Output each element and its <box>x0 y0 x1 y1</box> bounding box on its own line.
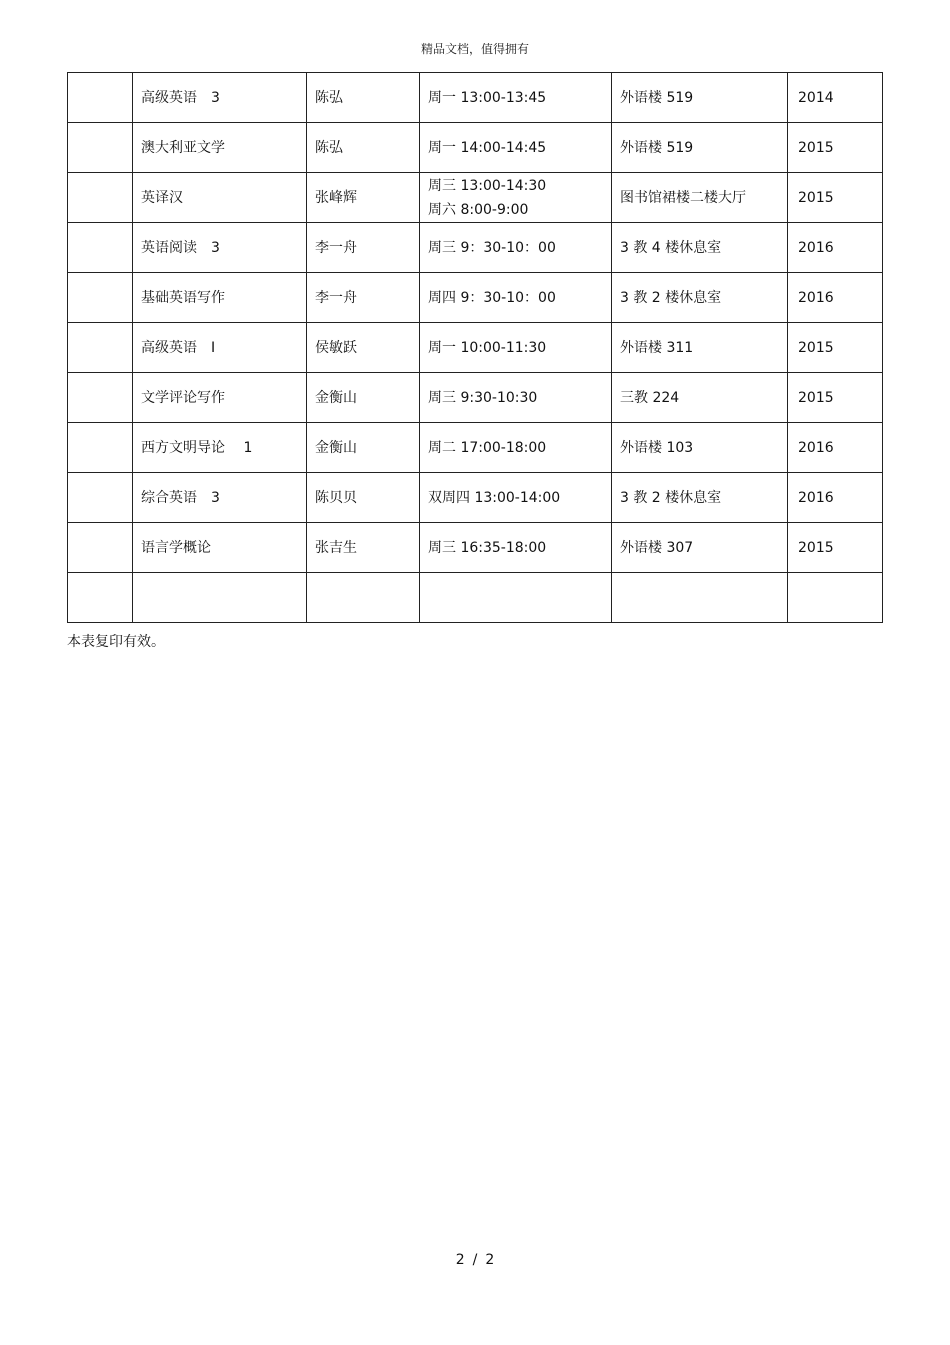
year-cell: 2015 <box>788 523 883 573</box>
year-cell: 2016 <box>788 473 883 523</box>
time-line: 周六 8:00-9:00 <box>428 201 529 218</box>
row-number-cell <box>68 373 133 423</box>
year-cell: 2015 <box>788 123 883 173</box>
year-cell <box>788 573 883 623</box>
year-cell: 2016 <box>788 273 883 323</box>
time-cell <box>420 373 612 423</box>
year-cell: 2016 <box>788 223 883 273</box>
teacher-cell: 侯敏跃 <box>307 323 420 373</box>
year-cell: 2015 <box>788 373 883 423</box>
time-cell <box>420 273 612 323</box>
row-number-cell <box>68 173 133 223</box>
teacher-cell: 金衡山 <box>307 373 420 423</box>
time-line: 周三 9：30-10：00 <box>428 239 556 256</box>
time-cell <box>420 323 612 373</box>
table-row <box>68 323 883 373</box>
year-cell: 2016 <box>788 423 883 473</box>
location-cell: 3 教 2 楼休息室 <box>612 473 788 523</box>
footnote: 本表复印有效。 <box>67 634 165 650</box>
table-row <box>68 473 883 523</box>
row-number-cell <box>68 273 133 323</box>
row-number-cell <box>68 223 133 273</box>
teacher-cell: 陈弘 <box>307 123 420 173</box>
location-cell <box>612 573 788 623</box>
location-cell: 3 教 4 楼休息室 <box>612 223 788 273</box>
time-line: 周一 10:00-11:30 <box>428 339 547 356</box>
time-cell <box>420 523 612 573</box>
table-row <box>68 223 883 273</box>
teacher-cell: 陈贝贝 <box>307 473 420 523</box>
row-number-cell <box>68 123 133 173</box>
course-cell: 英语阅读 3 <box>133 223 307 273</box>
time-line: 周三 9:30-10:30 <box>428 389 538 406</box>
schedule-table-body <box>68 73 883 623</box>
row-number-cell <box>68 523 133 573</box>
table-row <box>68 573 883 623</box>
schedule-table <box>67 72 883 623</box>
time-cell <box>420 573 612 623</box>
teacher-cell: 李一舟 <box>307 273 420 323</box>
location-cell: 外语楼 519 <box>612 73 788 123</box>
location-cell: 外语楼 103 <box>612 423 788 473</box>
location-cell: 外语楼 307 <box>612 523 788 573</box>
page-number <box>0 1252 950 1268</box>
year-cell: 2015 <box>788 323 883 373</box>
location-cell: 图书馆裙楼二楼大厅 <box>612 173 788 223</box>
row-number-cell <box>68 423 133 473</box>
teacher-cell: 张峰辉 <box>307 173 420 223</box>
time-cell <box>420 123 612 173</box>
location-cell: 三教 224 <box>612 373 788 423</box>
location-cell: 外语楼 311 <box>612 323 788 373</box>
course-cell: 基础英语写作 <box>133 273 307 323</box>
course-cell: 语言学概论 <box>133 523 307 573</box>
location-cell: 3 教 2 楼休息室 <box>612 273 788 323</box>
course-cell: 西方文明导论 1 <box>133 423 307 473</box>
time-line: 周一 13:00-13:45 <box>428 89 547 106</box>
course-cell: 高级英语 3 <box>133 73 307 123</box>
year-cell: 2014 <box>788 73 883 123</box>
course-cell: 高级英语 I <box>133 323 307 373</box>
page-current: 2 <box>455 1252 465 1268</box>
location-cell: 外语楼 519 <box>612 123 788 173</box>
teacher-cell: 张吉生 <box>307 523 420 573</box>
time-line: 周三 16:35-18:00 <box>428 539 547 556</box>
table-row <box>68 173 883 223</box>
table-row <box>68 123 883 173</box>
course-cell: 文学评论写作 <box>133 373 307 423</box>
time-line: 周一 14:00-14:45 <box>428 139 547 156</box>
time-cell <box>420 473 612 523</box>
teacher-cell: 陈弘 <box>307 73 420 123</box>
table-row <box>68 373 883 423</box>
table-row <box>68 73 883 123</box>
time-line: 周四 9：30-10：00 <box>428 289 556 306</box>
row-number-cell <box>68 473 133 523</box>
time-line: 双周四 13:00-14:00 <box>428 489 561 506</box>
time-cell <box>420 423 612 473</box>
table-row <box>68 523 883 573</box>
page-total: 2 <box>485 1252 495 1268</box>
year-cell: 2015 <box>788 173 883 223</box>
teacher-cell <box>307 573 420 623</box>
time-cell <box>420 223 612 273</box>
course-cell: 澳大利亚文学 <box>133 123 307 173</box>
row-number-cell <box>68 573 133 623</box>
course-cell <box>133 573 307 623</box>
course-cell: 英译汉 <box>133 173 307 223</box>
row-number-cell <box>68 73 133 123</box>
time-line: 周三 13:00-14:30 <box>428 177 547 194</box>
teacher-cell: 金衡山 <box>307 423 420 473</box>
time-line: 周二 17:00-18:00 <box>428 439 547 456</box>
page-header: 精品文档，值得拥有 <box>420 42 529 56</box>
teacher-cell: 李一舟 <box>307 223 420 273</box>
table-row <box>68 273 883 323</box>
course-cell: 综合英语 3 <box>133 473 307 523</box>
page-separator: / <box>472 1252 478 1268</box>
time-cell <box>420 73 612 123</box>
row-number-cell <box>68 323 133 373</box>
table-row <box>68 423 883 473</box>
time-cell <box>420 173 612 223</box>
